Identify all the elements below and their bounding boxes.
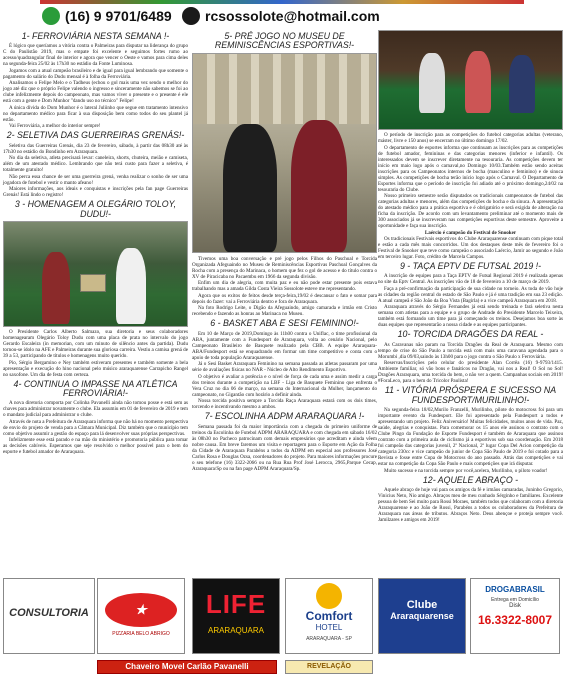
subheading: Laércio é campeão do Festival de Snooker	[424, 229, 517, 236]
section-title: 3 - HOMENAGEM A OLEGÁRIO TOLOY, DUDU!-	[14, 199, 177, 219]
ad-text: PIZZARIA BELO ABRIGO	[112, 631, 170, 637]
section-title: 4- CONTINUA O IMPASSE NA ATLÉTICA FERROVIÁRIA!-	[13, 378, 178, 399]
ad-drogabrasil[interactable]	[470, 578, 560, 654]
paragraph: Os tradicionais Festivais esportivos do Clube Araraquarense continuam com pique total e estão a cada mês mais concorridos. Um dos destaques deste mês de fevereiro foi o Festival de Snooker que teve como campeão o associado Laércio, Jamir ao segundo e João em terceiro lugar. Foto, crédito de Marcela Campos.	[378, 236, 563, 260]
ad-text: Entrega em Domicílio	[491, 597, 539, 603]
section-title: 10- TORCIDA DRAGÕES DA REAL -	[397, 329, 544, 340]
email-address: rcsossolote@hotmail.com	[205, 8, 380, 24]
ad-text: HOTEL	[315, 623, 343, 632]
ad-text: DROGABRASIL	[485, 585, 545, 594]
ad-text: Clube	[406, 599, 438, 611]
ad-text: Araraquarense	[390, 611, 454, 621]
paragraph: Agora que os exitos de feitos desde terça-feira,19/02 é descansar o fato e somar para depois do fazer: vai a Ferroviária dentro e fora de Araraquara.	[192, 292, 377, 305]
left-column	[3, 30, 188, 456]
paragraph: Na foto Rodrigo Leite, o Digão da Afeguaindo, amigo camarada e irmão em Cristo recebendo e fazendo as honras ao Marinaca no Museu.	[192, 305, 377, 318]
paragraph: Vai Ferroviária, a melhor do interior sempre!	[9, 123, 101, 130]
paragraph: Semana passada foi da maior importância com a chegada do primeiro uniforme de treinos da Escolinha de Futebol ADPM ARARAQUARA e com chegada em sábado 16/02 às 08h30 no Pacheco patrocinam com demais empresários que acreditam e ainda vêem nobre causa. Em breve faremos um visita e reportagem para o Esporte em Ação da Folha da Cidade de Araraquara Parabéns a todos da ADPM em especial aos professores José Carlos Rosa e Douglas Ozsa, coordenadores do projeto. Para maiores informações procure o seu telefone (16) 3322-2066 ou na Rua Rua Prof José Lerocca, 2965,Parque Cecap, Araraquara/Sp ou na fan page ADPM Araraquara/Sp.	[192, 423, 377, 472]
paragraph: Aquele abraço de hoje vai para os amigos da fé e irmãos camaradas, Juninho Gregorio, Vinicius Neto, Nio amigo. Abraços meu de meu cunhado Sérginho e familiares. Excelente pessoa de bem Sei muito para Rossi Moraes, também todos que colaboram com a diretoria Araraquarense e ao João de Rossi, Parabéns a todos os colaboradores da Prefeitura de Araraquara nas áreas de tributos. Abraços Neto. Deus abençoe e proteja sempre você. Jamilzares e amigos em 2019!	[378, 487, 563, 524]
ad-clube-araraquarense[interactable]	[378, 578, 466, 654]
right-column	[378, 30, 563, 524]
section-title: 9 - TAÇA EPTV DE FUTSAL 2019 !-	[399, 261, 542, 271]
email-icon	[182, 7, 200, 25]
section-title: 5- PRÉ JOGO NO MUSEU DE REMINISCÊNCIAS ESPORTIVAS!-	[214, 31, 355, 51]
person-figure	[465, 51, 491, 113]
ad-life[interactable]	[192, 578, 280, 654]
section-title: 6 - BASKET ABA E SESI FEMININO!-	[210, 318, 359, 329]
section-title: 7- ESCOLINHA ADPM ARARAQUARA !-	[204, 411, 365, 422]
ad-text: CONSULTORIA	[9, 607, 89, 619]
ad-strip-chaveiro[interactable]	[97, 660, 277, 674]
section-title: 2- SELETIVA DAS GUERREIRAS GRENÁS!-	[6, 130, 185, 141]
phone-number: (16) 9 9701/6489	[65, 8, 172, 24]
paragraph: Enfim um dia de alegria, com muita paz e eu não pode estar presente pois estava trabalhando mas a amada Gilda Costa Vieira Sossolote esteve me representando.	[192, 280, 377, 293]
person-figure	[509, 55, 535, 113]
paragraph: Tivemos uma boa conversação e pré jogo pelos Filhos do Paschoal e Torcida Organizada Afeguaindo no Museu de Reminiscências Esportivas Paschoal Gonçalves da Rocha com a presença do Marinaca, o homem que fez o gol de acesso e do título contra o XV de Piracicaba no Pacaembu em 1966 da segunda divisão.	[192, 255, 377, 280]
ad-pizzaria[interactable]	[97, 578, 185, 654]
person-figure	[116, 248, 146, 324]
ad-text: Disk	[509, 603, 521, 609]
paragraph: Maiores informações, aos ideais e conquistas e inscrições pela fan page Guerreiras Grenás! Está lindo o registro!	[3, 186, 188, 199]
paragraph: É lógico que queríamos a vitória contra o Palmeiras para disputar na liderança do grupo C do Paulistão 2019, mas o empate foi excelente e seguimos fortes rumo ao acesso/quadrangular final de interior e agora que vencer o Oeste e vamos para cima deles na segunda-feira 25/02 às 17h30 no estádio da Fonte Luminosa.	[3, 43, 188, 68]
paragraph: As Caravanas não param na Torcida Dragões da Real de Araraquara. Mesmo com tempo de crise do São Paulo a torcida está com mais uma caravana agendada para o Morumbi ,dia 09/03,saindo às 13h00 para o jogo contra o São Paulo x Ferroviária.	[378, 341, 563, 360]
paragraph: Na segunda-feira 18/02,Murilo Franzelli, Murilinho, pilote do motocross foi para um importante evento da Fundesport. Ele foi apresentado pela Fundesport a todos e apresentando um projeto. Feliz Aniversário! Muitas felicidades, muitos anos de vida. Paz, saúde, alegrias e conquistas. Para comemorar os 15 anos ele assinou o contrato com o Clube Pingo da Fundação de Esporte Fundesport é também de Araraquara que assinou contrato com a primeira aula de ciclismo já a esportivos sob sua coordenação. Em 2018 foi campeão das categorias juvenil, 2º Nacional, 2º lugar Copa Del Acion competição da categoria 230cc e vice campeão do junior de Copa São Paulo de 2019 e foi cotado para a Revista e fosse entre Copa de Motocross do ano passado. Atrás das competições e vai estar na competição da Copa São Paulo e mais competições que irá disputar.	[378, 407, 563, 468]
paragraph: Não perca essa chance de ser uma guerreira grená, venha realizar o sonho de ser uma jogadora de futebol e vestir o manto afeano!	[3, 173, 188, 186]
photo-homage	[3, 221, 188, 327]
header-bar	[0, 0, 564, 30]
photo-snooker	[378, 30, 563, 130]
section-title: 12- AQUELE ABRAÇO -	[422, 474, 519, 485]
paragraph: O período de inscrição para as competições do futebol categorias adultas (veterano, máster, livre e 150 anos) se encerram no último domingo 17/02.	[378, 132, 563, 144]
paragraph: Seletiva das Guerreiras Grenás, dia 23 de fevereiro, sábado, à partir das 08h30 até às 17h30 no estádio do Bondinho em Araraquara.	[3, 142, 188, 155]
person-figure	[42, 252, 70, 324]
ad-phone: 16.3322-8007	[477, 613, 553, 627]
paragraph: A única dívida do Dom Munhor é o lateral Juliinho que segue em tratamento intensivo no departamento médico para ficar à sua disposição bem como todos do seu plantel já estão.	[3, 104, 188, 123]
paragraph: Pio, Sérgio Bergamino e Ney também estiveram presentes e também somente a bela apresentação e execução do hino nacional pelo músico araraquarense Carrapicho Rangel no saxofone. Um dia de festa com certeza.	[3, 359, 188, 378]
pizzaria-logo: ★	[105, 593, 177, 627]
ad-text: Chaveiro Movel Carlão Pavanelli	[125, 662, 249, 671]
ad-text: ARARAQUARA	[207, 626, 264, 635]
plaque	[80, 274, 106, 292]
paragraph: No dia da seletiva, atleta precisará levar: caneleira, shorts, chuteira, meião e camiseta, além de um atestado médico. Lembrando que não terá custo para fazer a seletiva, é totalmente gratuito!	[3, 155, 188, 174]
paragraph: A inscrição de equipes para a Taça EPTV de Futsal Regional 2019 é realizada apenas no site da Eptv Central. As inscrições vão de 18 de fevereiro a 10 de março de 2019.	[378, 273, 563, 286]
person-figure	[291, 120, 347, 252]
museum-wall	[193, 54, 376, 124]
whatsapp-icon	[42, 7, 60, 25]
paragraph: Faça a pré-confirmação da participação de sua cidade no torneio. As toda de vão hoje as cidades da região central do estado de São Paulo e já é uma tradição em sua 23 edição. A atual campeã é São João da Boa Vista (Bagirla) e a vice campeã Araraquara em 2018.	[378, 285, 563, 304]
paragraph: Através de nota a Prefeitura de Araraquara informa que não há no momento perspectiva de envio do projeto de venda para a Câmara Municipal. Diz também que o município tem como objetivo assumir a gestão do espaço para lá desenvolver suas próprias perspectivas.	[3, 418, 188, 437]
ad-text: LIFE	[205, 589, 267, 619]
paragraph: Nossa torcida positiva sempre a Torcida Raça Araraquara estará com os dois times, torcendo e incentivando mesmo a ambos.	[192, 398, 377, 411]
phone-contact	[42, 6, 172, 26]
paragraph: O departamento de esportes informa que continuam as inscrições para as competições de futebol amador, femininas e das categorias menores (inferior e infantil). Os interessados devem se inscrever diretamente na tesouraria. As competições devem ter início em maio logo após o carnaval,no Domingo 10/03.Também estão sendo aceitas inscrições para os Campeonatos internos de bocha (masculino e feminino) e de sinuca simples. As competições de bocha terão início logo após o Carnaval. O Departamento de Esportes informa que o período de inscrição foi adiado até o próximo domingo,24/02 na tesouraria do Clube.	[378, 144, 563, 193]
ad-strip-revelacao[interactable]	[285, 660, 373, 674]
ad-text: REVELAÇÃO	[307, 663, 351, 670]
photo-museum	[192, 53, 377, 253]
paragraph: Analisamos o Felipe Melo e o Tadheus (echou o gol mais uma vez sendo o melhor do jogo até diz que o próprio Felipe valendo o ingresso e sinceramente não sabemos se foi ao clube infelizmente depois do campeonato, mas vamos viver o presente e o presente é ele está com a gente e Dom Munhor "dando uso no técnico" Felipe!	[3, 80, 188, 105]
paragraph: Infelizmente esse está parado e na mão do ministério e promotoria pública para tomar as decisões cabíveis. Esperamos que seje resolvido o melhor possível para o bem do esporte e futebol amador de Araraquara.	[3, 437, 188, 456]
section-title: 1- FERROVIÁRIA NESTA SEMANA !-	[21, 31, 170, 41]
paragraph: O Presidente Carlos Alberto Salmazo, sua diretoria e seus colaboradores homenagearam Olegário Toloy Dudu com uma placa de prata no intervalo do jogo Gerardo Escaleira (in memorian, com um minuto de silêncio antes da partida). Dudu tornou-se ídolo na AFE e Palmeiras durante sua gloriosa carreira. Vestiu a camisa grená de 39 a 53, participando de títulos e homenagens muito querido.	[3, 329, 188, 360]
ad-text: ARARAQUARA - SP	[306, 636, 352, 642]
paragraph: Reservas/Inscrições pelo celular do presidente Alan Corrêa (16) 9-9793/1415. Ambiente familiar, só vão bons e fanáticos no Dragão, vai nos a Real! O Sol no Sol! Dragões Araraquara, uma torcida do bem, o não ver a quem. Campanhas sociais em 2019! #ForaLeco, para o bem do Tricolor Paulista!	[378, 360, 563, 385]
paragraph: Araraquara através do Sérgio Fernandes já está sendo treinada e fará seletiva nesta semana com atletas para a equipe e o grupo de Andrade do Presidente Marcelo Teixeira, também está formando um time para já começando os treinos. Desejamos boa sorte às duas equipes que representarão a nossa cidade e as equipes participantes.	[378, 304, 563, 329]
person-figure	[419, 53, 445, 113]
paragraph: Em 10 de Março de 2019,Domingo às 11h00 contra o Uniflac, o time profissional da ABA, juntamente com a Fundesport de Araraquara, volta ao cenário Nacional, pelo Campeonato Brasileiro de Basquete realizado pela CBB. A equipe Araraquara-ABA/Fundesport está se enquadrando em formar um time competitivo e conta com o apoio de toda população Araraquarense.	[192, 330, 377, 361]
header-decor-strip	[40, 0, 524, 4]
middle-column	[192, 30, 377, 472]
section-title: 11 - VITÓRIA PRÓSPERA E SUCESSO NA FUNDESPORT/MURILINHO!-	[384, 385, 557, 405]
paragraph: O objetivo é avaliar a potência e o nível de força de cada uma e assim medir a carga dos treinos durante a competição na LBF - Liga de Basquete Feminino que enfrenta o Vera Cruz no dia 06 de março, na semana do Internacional da Mulher, lançamento do campeonato, no Gigantão com horário a definir ainda.	[192, 373, 377, 398]
paragraph: Já o Sesi Basket Araraquara Feminino na semana passada as atletas passaram por uma série de avaliações físicas no NAR - Núcleo de Alto Rendimento Esportivo.	[192, 361, 377, 374]
paragraph: Muito sucesso e na torcida sempre por você,acelera, Murilinho, o piloto voador!	[384, 467, 548, 474]
paragraph: Nosso primeiro semestre serão disputados os tradicionais campeonatos de futebol das categorias adultas e menores, além das competições do bocha e da sinuca. A apresentação do atestado médico para a prática esportiva e é obrigatório e será exigida de alteração na ficha da inscrição. De acordo com um levantamento preliminar até o momento mais de 300 associados já se inscreveram nas competições esportivas deste semestre. Aproveite a oportunidade e faça sua inscrição.	[378, 193, 563, 229]
paragraph: Jogamos com a atual campeão brasileiro e de igual para igual lembrando que somente o pagamento do salário do Dudu mensal é à folha da Ferroviária.	[3, 67, 188, 80]
ads-area	[0, 578, 564, 675]
ad-comfort-hotel[interactable]	[285, 578, 373, 654]
ad-text: Comfort	[305, 609, 353, 623]
ad-consultoria[interactable]	[3, 578, 95, 654]
person-figure	[223, 124, 277, 252]
email-contact	[182, 6, 380, 26]
paragraph: A nova diretoria comporta por Colinha Pavanelli ainda não tomou posse e está sem as chaves para administrar novamente o clube. Ela assumiu em 01 de fevereiro de 2019 e tem o mandato judicial para administrar o clube.	[3, 400, 189, 419]
comfort-logo-icon	[316, 583, 342, 609]
